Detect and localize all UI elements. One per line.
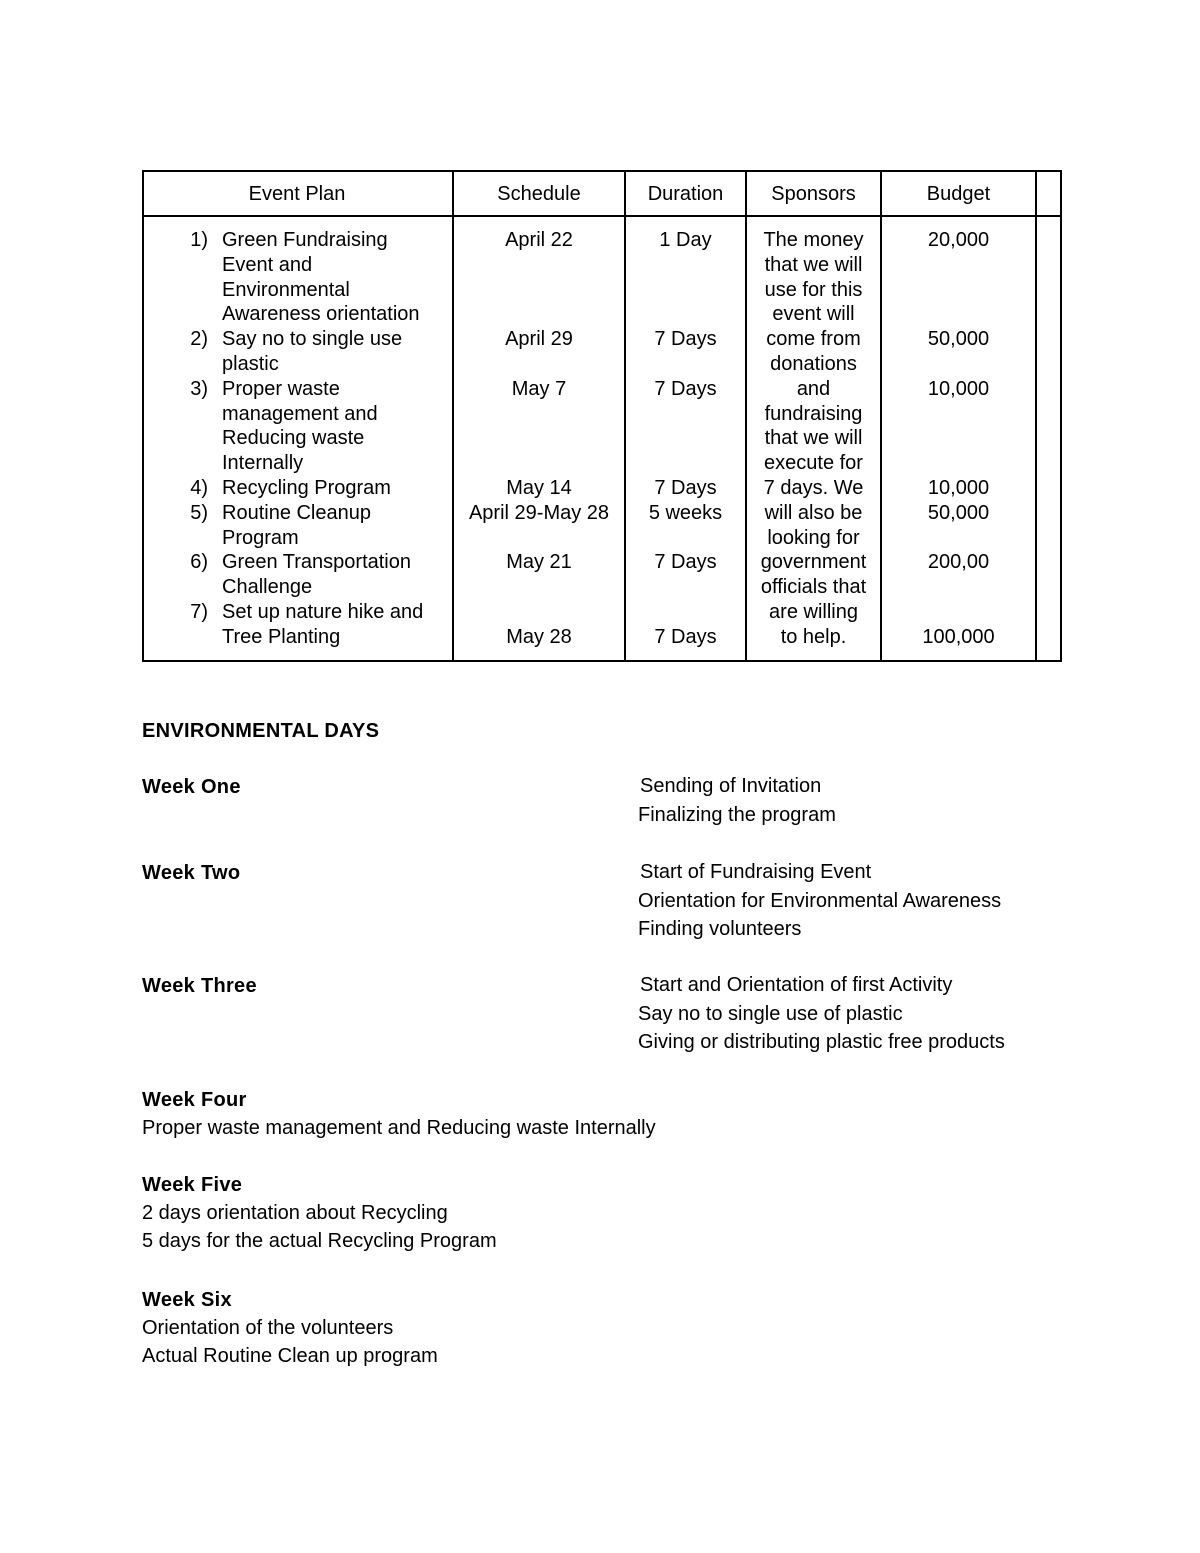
event-schedule: April 29-May 28 xyxy=(468,501,610,524)
event-schedule: May 7 xyxy=(511,377,567,400)
sponsors-line: will also be xyxy=(764,501,863,524)
event-name-line: Green Transportation xyxy=(222,551,411,574)
event-schedule: April 22 xyxy=(505,229,573,251)
sponsors-line: looking for xyxy=(767,526,860,549)
event-name-line: Set up nature hike and xyxy=(222,601,424,623)
event-budget: 20,000 xyxy=(927,229,990,251)
week-activity: Finalizing the program xyxy=(638,803,836,826)
sponsors-line: officials that xyxy=(760,576,867,599)
event-budget: 50,000 xyxy=(927,501,990,524)
week-activity: Start and Orientation of first Activity xyxy=(640,974,953,996)
week-activity: Finding volunteers xyxy=(638,918,802,940)
event-duration: 7 Days xyxy=(654,551,717,574)
event-name-line: Recycling Program xyxy=(222,477,391,499)
event-name-line: Proper waste xyxy=(222,377,340,400)
event-name-line: Program xyxy=(222,526,299,549)
sponsors-line: and xyxy=(796,377,831,400)
section-title: ENVIRONMENTAL DAYS xyxy=(142,720,380,742)
header-budget: Budget xyxy=(926,183,991,205)
sponsors-line: use for this xyxy=(764,278,863,301)
week-activity: Orientation of the volunteers xyxy=(142,1316,394,1339)
event-name-line: management and xyxy=(222,402,378,425)
header-schedule: Schedule xyxy=(497,183,581,205)
event-schedule: May 28 xyxy=(506,625,572,648)
event-name-line: Internally xyxy=(222,452,304,475)
event-schedule: April 29 xyxy=(505,328,573,351)
week-label: Week Two xyxy=(142,862,241,884)
week-activity: Sending of Invitation xyxy=(640,775,822,797)
event-budget: 10,000 xyxy=(927,377,990,400)
event-duration: 7 Days xyxy=(654,477,717,499)
column-divider xyxy=(1035,170,1037,662)
week-label: Week Four xyxy=(142,1089,247,1111)
week-activity: Start of Fundraising Event xyxy=(640,861,872,883)
week-label: Week Three xyxy=(142,975,257,997)
event-number: 5) xyxy=(190,501,208,524)
event-plan-table xyxy=(142,170,1062,662)
sponsors-line: are willing xyxy=(769,601,858,623)
event-number: 7) xyxy=(190,601,208,623)
sponsors-line: government xyxy=(760,551,867,574)
event-name-line: Routine Cleanup xyxy=(222,501,371,524)
event-duration: 1 Day xyxy=(659,229,712,251)
header-divider xyxy=(142,215,1062,217)
week-label: Week One xyxy=(142,776,241,798)
event-number: 3) xyxy=(190,377,208,400)
sponsors-line: donations xyxy=(770,353,857,375)
event-number: 2) xyxy=(190,328,208,351)
event-number: 1) xyxy=(190,229,208,251)
event-name-line: Green Fundraising xyxy=(222,229,388,251)
event-schedule: May 14 xyxy=(506,477,572,499)
sponsors-line: 7 days. We xyxy=(763,477,864,499)
event-name-line: Environmental xyxy=(222,278,350,301)
week-activity: 5 days for the actual Recycling Program xyxy=(142,1230,497,1252)
event-schedule: May 21 xyxy=(506,551,572,574)
sponsors-line: execute for xyxy=(764,452,863,475)
event-duration: 7 Days xyxy=(654,328,717,351)
event-budget: 50,000 xyxy=(927,328,990,351)
event-number: 4) xyxy=(190,477,208,499)
event-duration: 5 weeks xyxy=(648,501,723,524)
event-name-line: Event and xyxy=(222,253,313,276)
week-activity: Proper waste management and Reducing waste Internally xyxy=(142,1116,656,1139)
header-duration: Duration xyxy=(647,183,724,205)
week-activity: Actual Routine Clean up program xyxy=(142,1345,438,1367)
event-name-line: Awareness orientation xyxy=(222,303,420,326)
header-sponsors: Sponsors xyxy=(771,183,856,205)
event-name-line: Challenge xyxy=(222,576,313,599)
week-label: Week Six xyxy=(142,1289,232,1311)
sponsors-line: come from xyxy=(766,328,861,351)
event-duration: 7 Days xyxy=(654,377,717,400)
event-name-line: Reducing waste xyxy=(222,427,365,450)
week-activity: 2 days orientation about Recycling xyxy=(142,1201,448,1224)
header-event-plan: Event Plan xyxy=(248,183,346,205)
event-name-line: plastic xyxy=(222,353,279,375)
sponsors-line: fundraising xyxy=(764,402,863,425)
week-activity: Say no to single use of plastic xyxy=(638,1002,903,1025)
week-activity: Orientation for Environmental Awareness xyxy=(638,889,1002,912)
event-name-line: Say no to single use xyxy=(222,328,403,351)
sponsors-line: that we will xyxy=(764,253,863,276)
week-activity: Giving or distributing plastic free products xyxy=(638,1031,1005,1053)
event-budget: 200,00 xyxy=(927,551,990,574)
sponsors-line: to help. xyxy=(780,625,847,648)
sponsors-line: event will xyxy=(772,303,855,326)
sponsors-line: that we will xyxy=(764,427,863,450)
event-number: 6) xyxy=(190,551,208,574)
event-name-line: Tree Planting xyxy=(222,625,341,648)
event-budget: 10,000 xyxy=(927,477,990,499)
sponsors-line: The money xyxy=(763,229,864,251)
event-budget: 100,000 xyxy=(922,625,995,648)
event-duration: 7 Days xyxy=(654,625,717,648)
week-label: Week Five xyxy=(142,1174,243,1196)
